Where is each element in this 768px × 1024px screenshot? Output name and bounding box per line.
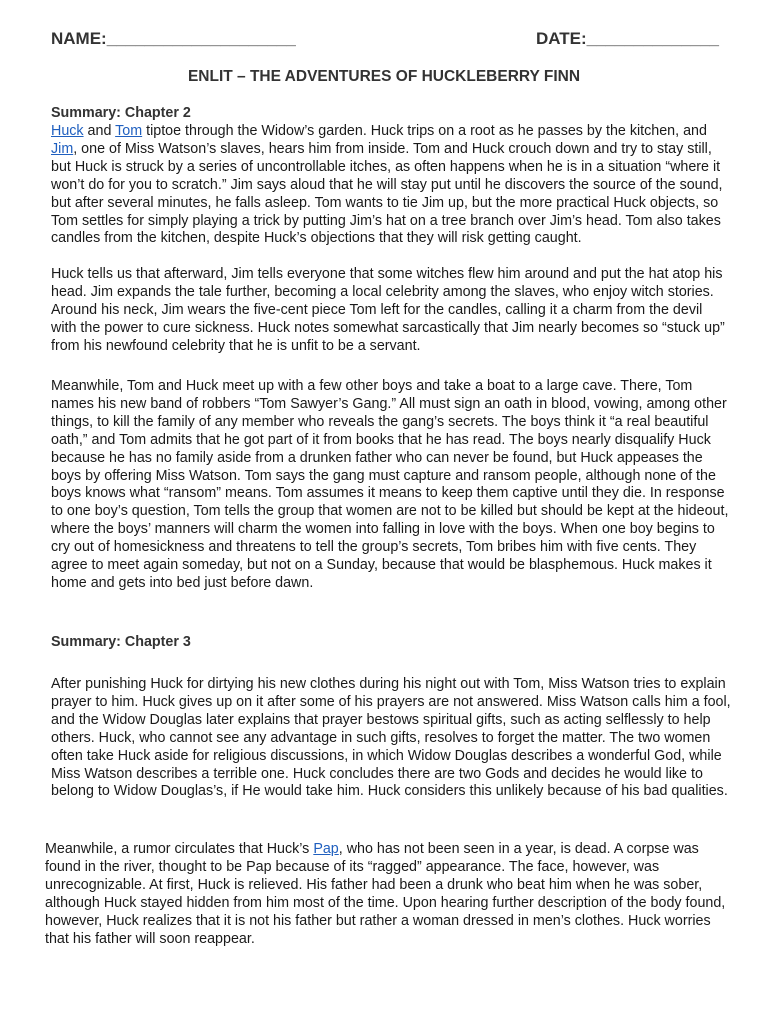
- text-segment: , one of Miss Watson’s slaves, hears him from inside. Tom and Huck crouch down and try to stay still, but Huck is struck by a series of uncontrollable itches, as often happens when he is in a situation “where it won’t do for you to scratch.” Jim says aloud that he will stay put until he discovers the source of the sound, but after several minutes, he falls asleep. Tom wants to tie Jim up, but the more practical Huck objects, so Tom settles for simply playing a trick by putting Jim’s hat on a tree branch over Jim’s head. Tom also takes candles from the kitchen, despite Huck’s objections that they will risk getting caught.: [51, 140, 723, 247]
- chapter-2-paragraph-3: Meanwhile, Tom and Huck meet up with a few other boys and take a boat to a large cave. There, Tom names his new band of robbers “Tom Sawyer’s Gang.” All must sign an oath in blood, vowing, among other things, to kill the family of any member who reveals the gang’s secrets. The boys think it “a real beautiful oath,” and Tom admits that he got part of it from books that he has read. The boys nearly disqualify Huck because he has no family aside from a drunken father who can never be found, but Huck appeases the boys by offering Miss Watson. Tom says the gang must capture and ransom people, although none of the boys knows what “ransom” means. Tom assumes it means to keep them captive until they die. In response to one boy’s question, Tom tells the group that women are not to be killed but should be kept at the hideout, where the boys’ manners will charm the women into falling in love with the boys. When one boy begins to cry out of homesickness and threatens to tell the group’s secrets, Tom bribes him with five cents. They agree to meet again someday, but not on a Sunday, because that would be blasphemous. Huck makes it home and gets into bed just before dawn.: [51, 378, 729, 591]
- chapter-3-paragraph-1: After punishing Huck for dirtying his new clothes during his night out with Tom, Miss Watson tries to explain prayer to him. Huck gives up on it after some of his prayers are not answered. Miss Watson calls him a fool, and the Widow Douglas later explains that prayer bestows spiritual gifts, such as acting selflessly to help others. Huck, who cannot see any advantage in such gifts, resolves to forget the matter. The two women often take Huck aside for religious discussions, in which Widow Douglas describes a wonderful God, while Miss Watson describes a terrible one. Huck concludes there are two Gods and decides he would like to belong to Widow Douglas’s, if He would take him. Huck considers this unlikely because of his bad qualities.: [51, 676, 731, 800]
- chapter-3-paragraph-2: [45, 841, 730, 948]
- document-title: ENLIT – THE ADVENTURES OF HUCKLEBERRY FINN: [187, 68, 581, 85]
- tom-link[interactable]: Tom: [115, 123, 143, 139]
- huck-link[interactable]: Huck: [51, 123, 84, 139]
- date-label: DATE:______________: [535, 29, 719, 48]
- chapter-2-paragraph-1: [51, 123, 731, 248]
- pap-link[interactable]: Pap: [313, 841, 339, 857]
- text-segment: tiptoe through the Widow’s garden. Huck trips on a root as he passes by the kitchen, and: [142, 123, 707, 139]
- text-segment: Meanwhile, a rumor circulates that Huck’s: [45, 841, 314, 857]
- chapter-3-heading: Summary: Chapter 3: [51, 634, 191, 650]
- name-label: NAME:____________________: [51, 29, 296, 48]
- header-row: [51, 29, 719, 49]
- text-segment: , who has not been seen in a year, is dead. A corpse was found in the river, thought to be Pap because of its “ragged” appearance. The face, however, was unrecognizable. At first, Huck is relieved. His father had been a drunk who beat him when he was sober, although Huck stayed hidden from him most of the time. Upon hearing further description of the body found, however, Huck realizes that it is not his father but rather a woman dressed in men’s clothes. Huck worries that his father will soon reappear.: [45, 841, 726, 947]
- text-segment: and: [83, 123, 116, 139]
- chapter-2-paragraph-2: Huck tells us that afterward, Jim tells everyone that some witches flew him around and put the hat atop his head. Jim expands the tale further, becoming a local celebrity among the slaves, who enjoy witch stories. Around his neck, Jim wears the five-cent piece Tom left for the candles, calling it a charm from the devil with the power to cure sickness. Huck notes somewhat sarcastically that Jim nearly becomes so “stuck up” from his newfound celebrity that he is unfit to be a servant.: [51, 266, 725, 354]
- jim-link[interactable]: Jim: [51, 140, 74, 157]
- chapter-2-heading: Summary: Chapter 2: [51, 105, 191, 121]
